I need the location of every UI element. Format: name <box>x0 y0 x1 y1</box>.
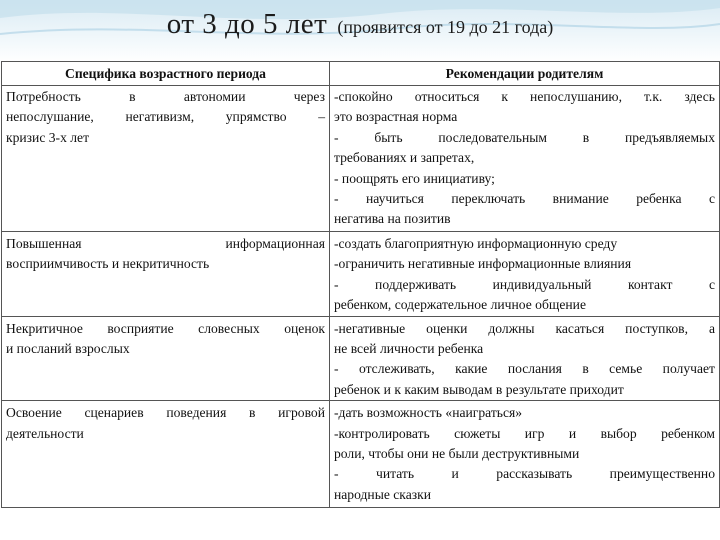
title-main: от 3 до 5 лет <box>166 8 328 40</box>
cell-line: Повышенная информационная <box>6 236 325 251</box>
cell-line: ребенком, содержательное личное общение <box>334 297 586 313</box>
cell-line: Потребность в автономии через <box>6 89 325 104</box>
cell-line: и посланий взрослых <box>6 341 130 357</box>
column-header: Специфика возрастного периода <box>2 62 330 86</box>
cell-line: -ограничить негативные информационные влияния <box>334 256 632 272</box>
recommendation-cell <box>330 401 720 508</box>
cell-line: ребенок и к каким выводам в результате приходит <box>334 381 624 397</box>
cell-line: - поддерживать индивидуальный контакт с <box>334 276 715 292</box>
cell-line: Некритичное восприятие словесных оценок <box>6 320 325 336</box>
recommendation-cell <box>330 232 720 317</box>
table-row <box>2 401 720 508</box>
cell-line: народные сказки <box>334 486 431 502</box>
cell-line: роли, чтобы они не были деструктивными <box>334 446 580 462</box>
recommendations-table <box>1 61 720 508</box>
cell-line: - быть последовательным в предъявляемых <box>334 129 715 145</box>
cell-line: - научиться переключать внимание ребенка с <box>334 191 715 207</box>
cell-line: это возрастная норма <box>334 109 458 125</box>
cell-line: -контролировать сюжеты игр и выбор ребенком <box>334 425 715 441</box>
slide-title <box>0 8 720 41</box>
cell-line: деятельности <box>6 425 84 441</box>
cell-line: -дать возможность «наиграться» <box>334 405 523 421</box>
period-cell <box>2 232 330 317</box>
table-row <box>2 86 720 232</box>
table-row <box>2 232 720 317</box>
cell-line: кризис 3-х лет <box>6 129 90 145</box>
column-header: Рекомендации родителям <box>330 62 720 86</box>
table-header-row <box>2 62 720 86</box>
cell-line: восприимчивость и некритичность <box>6 256 210 272</box>
recommendation-cell <box>330 86 720 232</box>
cell-line: негатива на позитив <box>334 211 451 227</box>
cell-line: не всей личности ребенка <box>334 341 484 357</box>
recommendation-cell <box>330 316 720 401</box>
cell-line: - читать и рассказывать преимущественно <box>334 466 715 482</box>
cell-line: - отслеживать, какие послания в семье получает <box>334 361 715 377</box>
table-row <box>2 316 720 401</box>
cell-line: -спокойно относиться к непослушанию, т.к. здесь <box>334 89 715 104</box>
cell-line: требованиях и запретах, <box>334 150 475 166</box>
period-cell <box>2 316 330 401</box>
cell-line: -создать благоприятную информационную среду <box>334 236 618 251</box>
cell-line: Освоение сценариев поведения в игровой <box>6 405 325 421</box>
cell-line: - поощрять его инициативу; <box>334 170 495 186</box>
period-cell <box>2 86 330 232</box>
cell-line: -негативные оценки должны касаться поступков, а <box>334 320 715 336</box>
period-cell <box>2 401 330 508</box>
title-subtitle: (проявится от 19 до 21 года) <box>337 17 554 37</box>
cell-line: непослушание, негативизм, упрямство – <box>6 109 325 125</box>
